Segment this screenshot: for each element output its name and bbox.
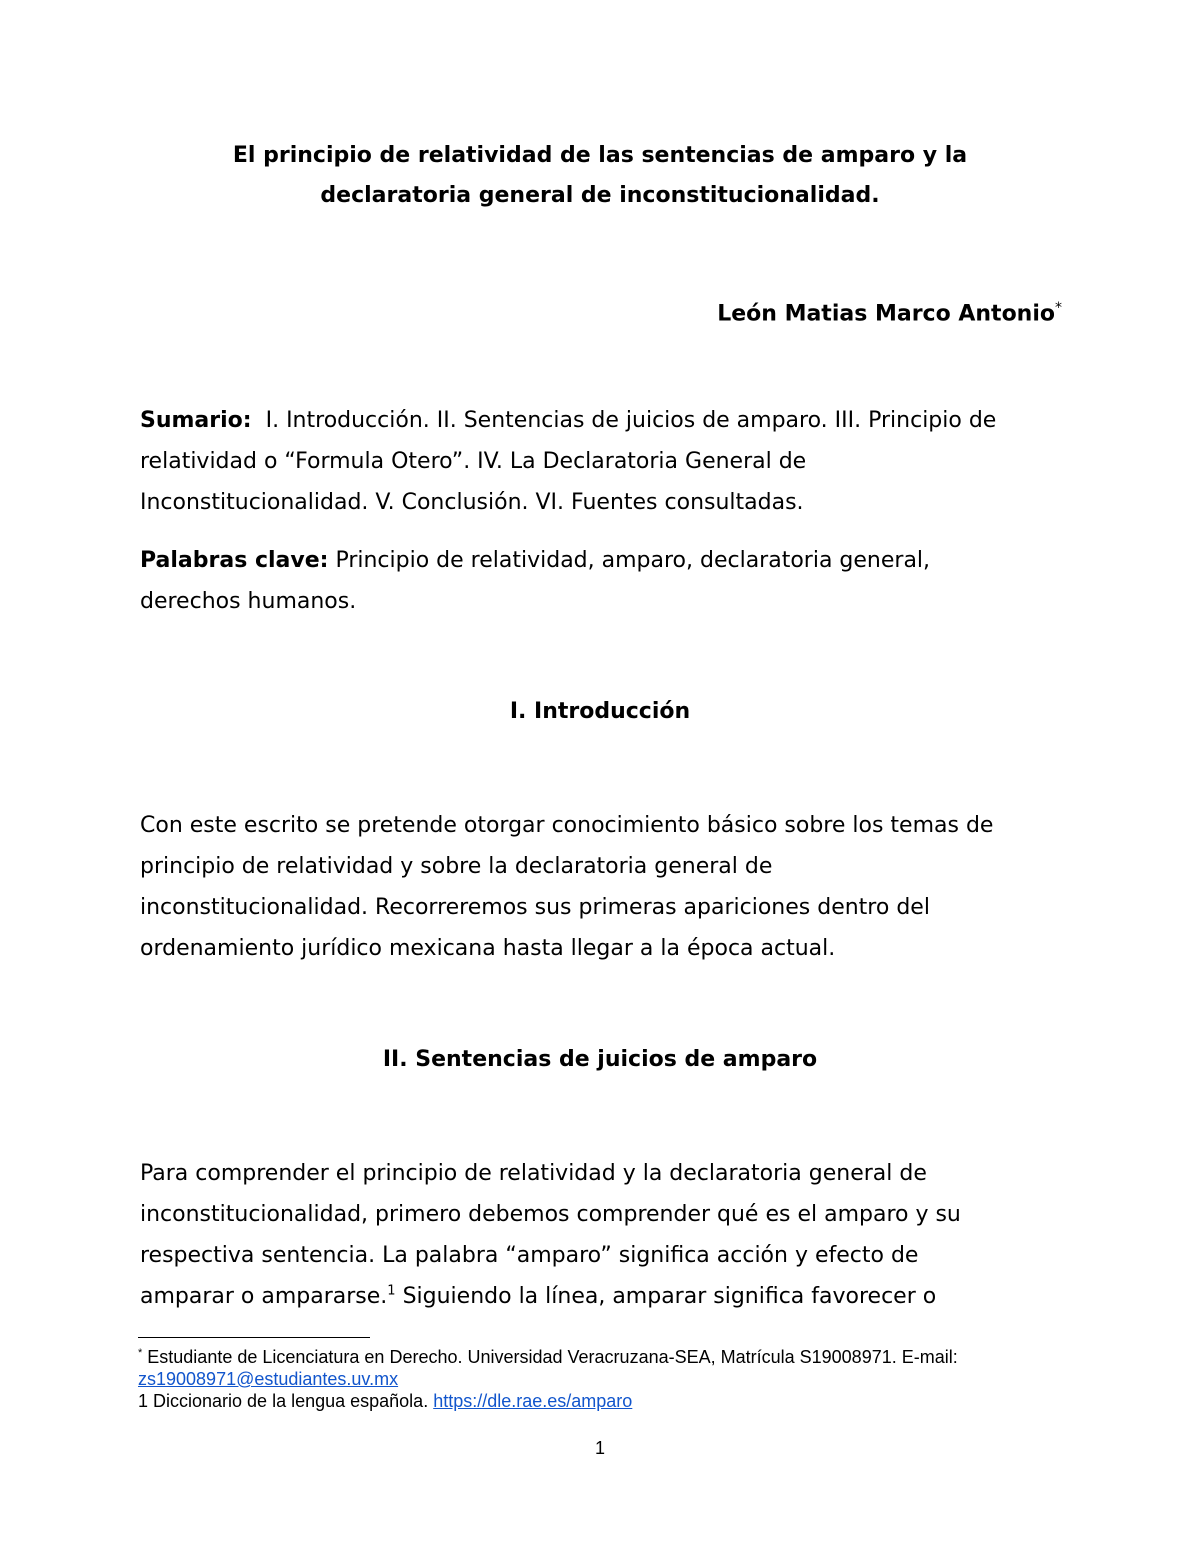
section-heading-sentencias: II. Sentencias de juicios de amparo — [382, 1047, 818, 1072]
footnotes — [138, 1346, 1068, 1412]
sentencias-text-4b: Siguiendo la línea, amparar significa favorecer o — [395, 1284, 937, 1309]
summary-label: Sumario: — [140, 408, 252, 433]
footnote-1-email-line — [138, 1368, 1068, 1390]
summary-line-1 — [140, 400, 1070, 441]
summary-text-1: I. Introducción. II. Sentencias de juicios de amparo. III. Principio de — [265, 408, 997, 433]
introduccion-line-1: Con este escrito se pretende otorgar conocimiento básico sobre los temas de — [140, 813, 994, 838]
keywords-label: Palabras clave: — [140, 548, 329, 573]
sentencias-line-2: inconstitucionalidad, primero debemos comprender qué es el amparo y su — [140, 1202, 961, 1227]
footnote-1 — [138, 1346, 1068, 1368]
sentencias-line-1: Para comprender el principio de relatividad y la declaratoria general de — [140, 1161, 927, 1186]
introduccion-line-4: ordenamiento jurídico mexicana hasta llegar a la época actual. — [140, 936, 836, 961]
summary-line-2: relatividad o “Formula Otero”. IV. La Declaratoria General de — [140, 449, 807, 474]
sentencias-paragraph — [140, 1153, 1070, 1317]
keywords-paragraph — [140, 540, 1070, 622]
keywords-line-1 — [140, 540, 1070, 581]
footnote-reference-1[interactable]: 1 — [387, 1283, 396, 1299]
author-text: León Matias Marco Antonio — [717, 301, 1055, 327]
author-footnote-mark: * — [1055, 300, 1062, 316]
title-line-2: declaratoria general de inconstitucionalidad. — [320, 183, 880, 208]
footnote-email-link[interactable]: zs19008971@estudiantes.uv.mx — [138, 1369, 399, 1389]
footnote-rae-link[interactable]: https://dle.rae.es/amparo — [433, 1391, 633, 1411]
summary-paragraph — [140, 400, 1070, 523]
document-title — [140, 136, 1060, 216]
author-name — [717, 290, 1062, 332]
sentencias-line-4 — [140, 1276, 1070, 1317]
sentencias-line-3: respectiva sentencia. La palabra “amparo” significa acción y efecto de — [140, 1243, 919, 1268]
footnote-separator — [138, 1337, 370, 1338]
keywords-line-2: derechos humanos. — [140, 589, 357, 614]
title-line-1: El principio de relatividad de las sentencias de amparo y la — [232, 143, 968, 168]
keywords-text-1: Principio de relatividad, amparo, declaratoria general, — [335, 548, 931, 573]
sentencias-text-4a: amparar o ampararse. — [140, 1284, 388, 1309]
footnote-2 — [138, 1390, 1068, 1412]
section-heading-introduccion: I. Introducción — [509, 699, 691, 724]
introduccion-paragraph — [140, 805, 1070, 969]
introduccion-line-2: principio de relatividad y sobre la declaratoria general de — [140, 854, 773, 879]
footnote-1-mark: * — [138, 1347, 143, 1359]
footnote-1-text: Estudiante de Licenciatura en Derecho. Universidad Veracruzana-SEA, Matrícula S19008971. E-mail: — [142, 1347, 958, 1367]
footnote-2-text: 1 Diccionario de la lengua española. — [138, 1391, 434, 1411]
summary-line-3: Inconstitucionalidad. V. Conclusión. VI. Fuentes consultadas. — [140, 490, 804, 515]
page-number: 1 — [594, 1438, 605, 1458]
introduccion-line-3: inconstitucionalidad. Recorreremos sus primeras apariciones dentro del — [140, 895, 930, 920]
